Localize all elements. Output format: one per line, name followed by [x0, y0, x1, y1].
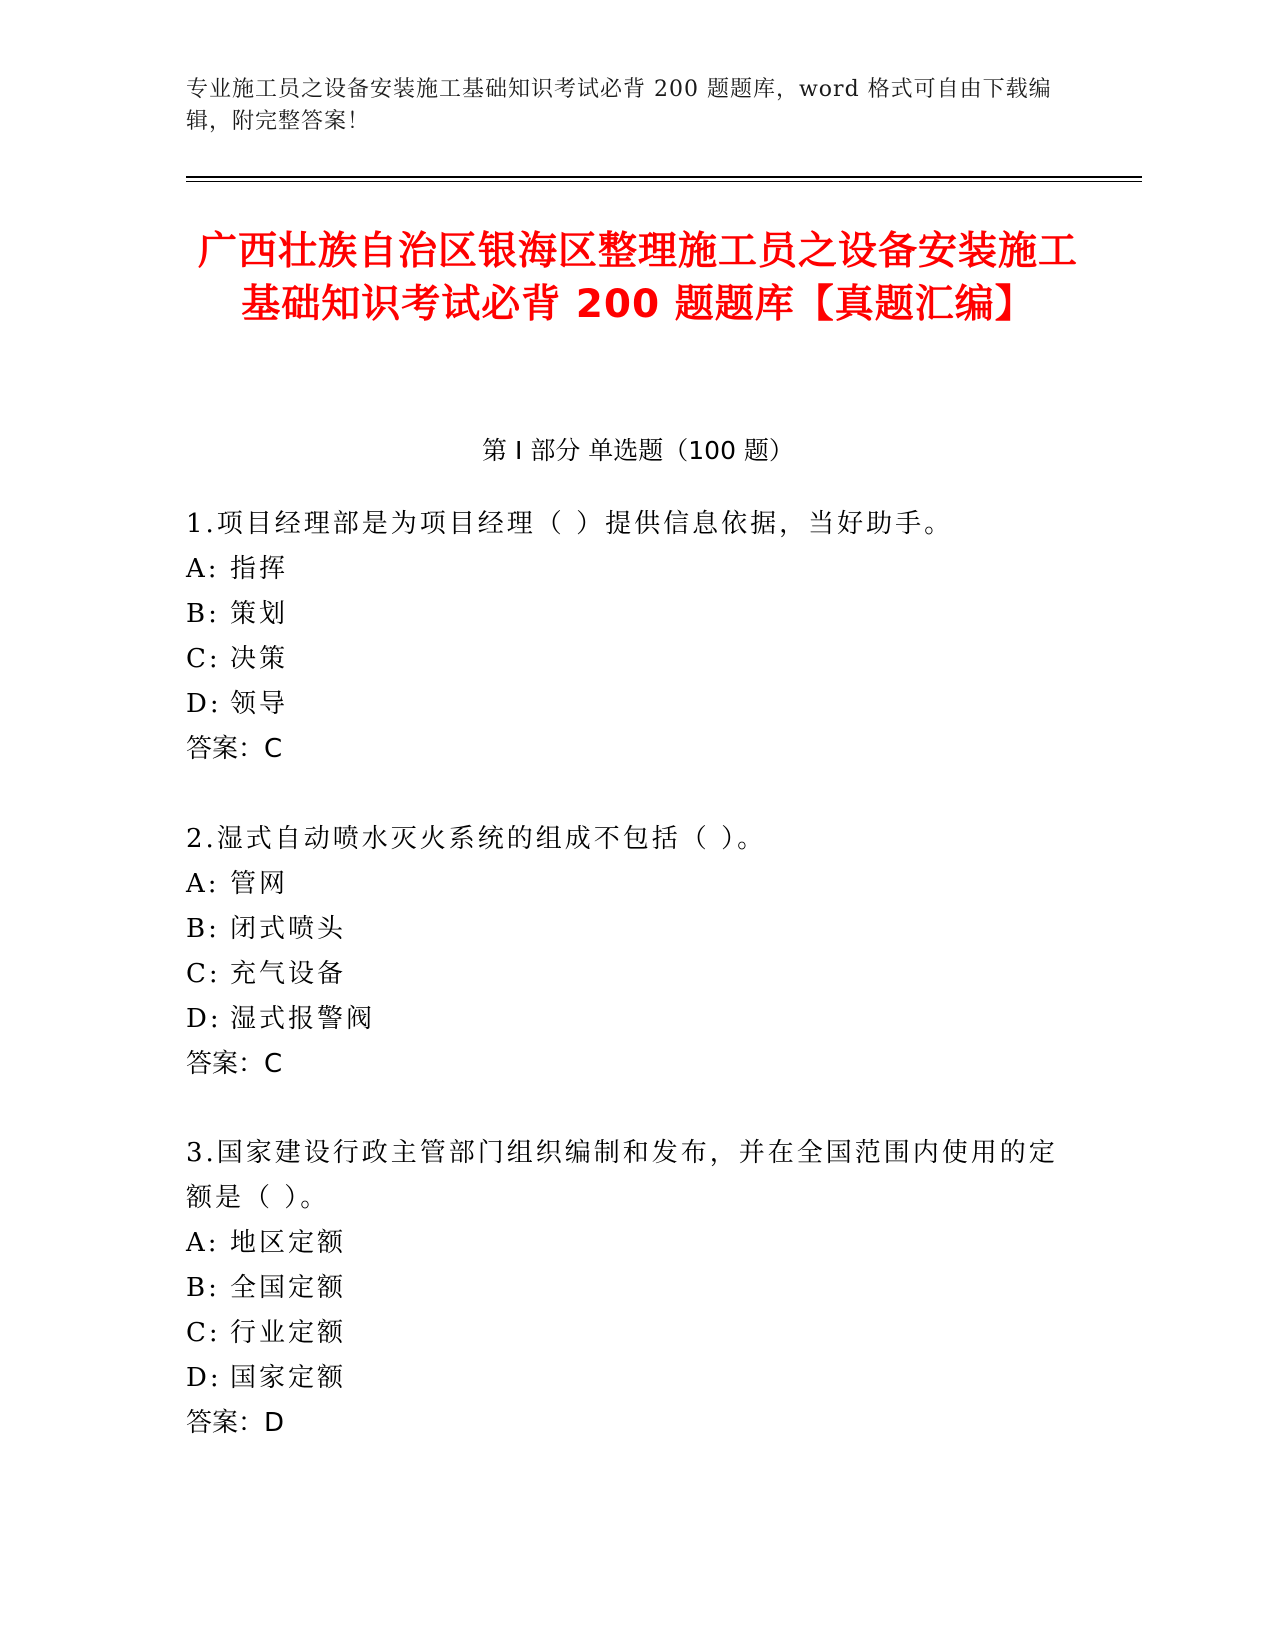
option-text: 闭式喷头: [230, 914, 347, 944]
option-c: [186, 1311, 1066, 1356]
option-key: D:: [186, 1363, 222, 1393]
option-key: B:: [186, 914, 220, 944]
header-rule-thin: [186, 181, 1142, 182]
option-key: D:: [186, 1004, 222, 1034]
question-block: [186, 1131, 1066, 1446]
option-key: B:: [186, 1273, 220, 1303]
option-key: D:: [186, 689, 222, 719]
option-d: [186, 682, 1066, 727]
option-text: 湿式报警阀: [230, 1004, 376, 1034]
option-key: B:: [186, 599, 220, 629]
document-title: 广西壮族自治区银海区整理施工员之设备安装施工基础知识考试必背 200 题题库【真题汇编】: [197, 229, 1078, 327]
section-heading: 第 I 部分 单选题（100 题）: [482, 436, 794, 465]
answer-line: 答案：D: [186, 1408, 285, 1438]
option-a: [186, 1221, 1066, 1266]
option-b: [186, 907, 1066, 952]
question-block: [186, 502, 1066, 772]
option-text: 全国定额: [230, 1273, 347, 1303]
option-c: [186, 637, 1066, 682]
option-key: C:: [186, 959, 221, 989]
answer-line: 答案：C: [186, 1049, 283, 1079]
question-stem: 2.湿式自动喷水灭火系统的组成不包括（ ）。: [186, 824, 767, 854]
option-d: [186, 997, 1066, 1042]
option-c: [186, 952, 1066, 997]
option-text: 领导: [230, 689, 289, 719]
answer-line: 答案：C: [186, 734, 283, 764]
option-key: A:: [186, 554, 220, 584]
option-text: 充气设备: [230, 959, 347, 989]
option-b: [186, 1266, 1066, 1311]
option-key: C:: [186, 644, 221, 674]
option-text: 行业定额: [230, 1318, 347, 1348]
question-stem: 3.国家建设行政主管部门组织编制和发布，并在全国范围内使用的定额是（ ）。: [186, 1138, 1058, 1213]
option-d: [186, 1356, 1066, 1401]
option-key: A:: [186, 869, 220, 899]
header-note: 专业施工员之设备安装施工基础知识考试必背 200 题题库，word 格式可自由下载编辑，附完整答案！: [186, 77, 1052, 134]
option-text: 决策: [230, 644, 289, 674]
option-text: 策划: [230, 599, 289, 629]
option-text: 国家定额: [230, 1363, 347, 1393]
option-text: 指挥: [230, 554, 289, 584]
question-block: [186, 817, 1066, 1087]
option-a: [186, 862, 1066, 907]
option-a: [186, 547, 1066, 592]
option-key: A:: [186, 1228, 220, 1258]
option-text: 管网: [230, 869, 289, 899]
option-key: C:: [186, 1318, 221, 1348]
option-text: 地区定额: [230, 1228, 347, 1258]
question-stem: 1.项目经理部是为项目经理（ ）提供信息依据，当好助手。: [186, 509, 954, 539]
header-rule-thick: [186, 176, 1142, 178]
option-b: [186, 592, 1066, 637]
